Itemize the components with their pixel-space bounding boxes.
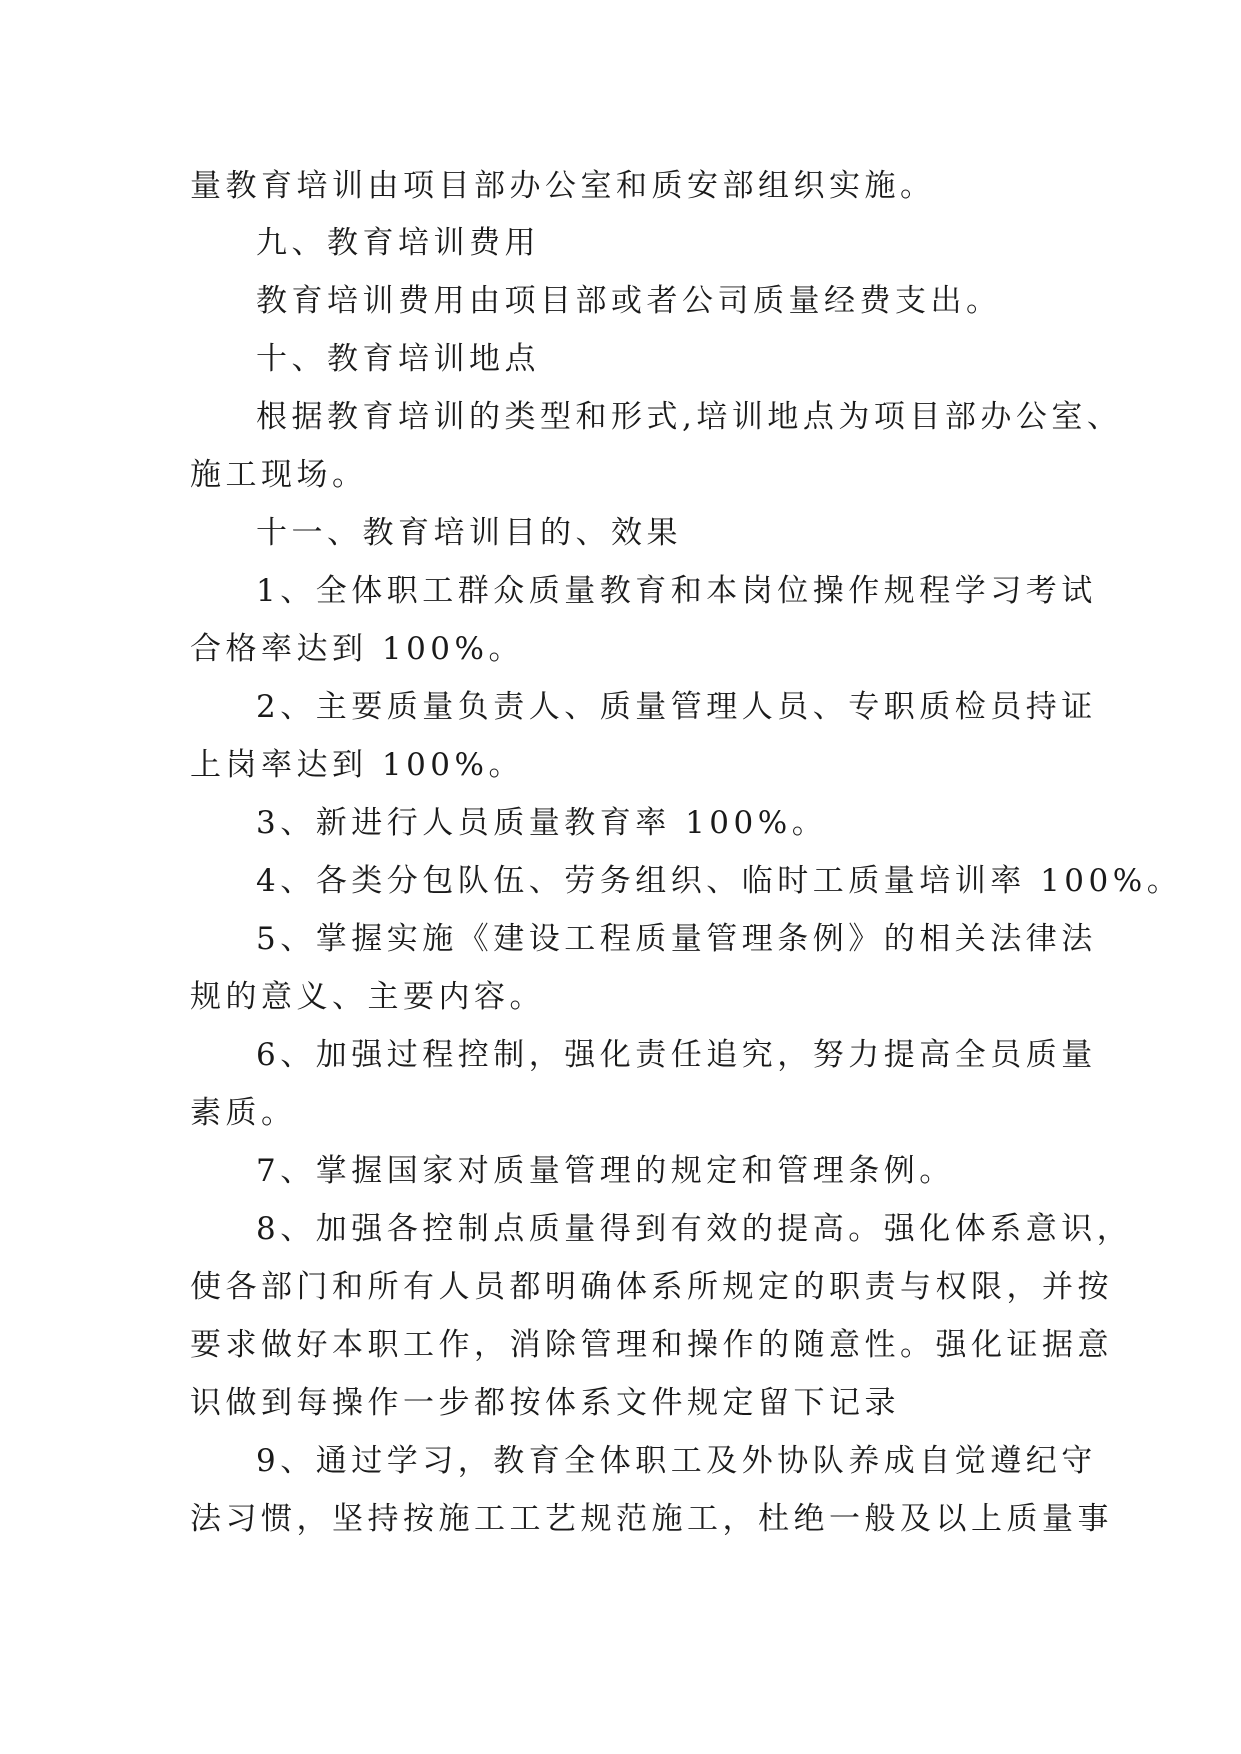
list-item-line: 7、掌握国家对质量管理的规定和管理条例。 — [256, 1153, 955, 1189]
list-item-line: 1、全体职工群众质量教育和本岗位操作规程学习考试 — [256, 573, 1097, 609]
paragraph-line: 教育培训费用由项目部或者公司质量经费支出。 — [256, 283, 1002, 319]
list-item-line: 识做到每操作一步都按体系文件规定留下记录 — [190, 1385, 900, 1421]
list-item-line: 6、加强过程控制，强化责任追究，努力提高全员质量 — [256, 1037, 1097, 1073]
list-item-line: 要求做好本职工作，消除管理和操作的随意性。强化证据意 — [190, 1327, 1113, 1363]
list-item-line: 合格率达到 100%。 — [190, 631, 524, 667]
list-item-line: 法习惯，坚持按施工工艺规范施工，杜绝一般及以上质量事 — [190, 1501, 1113, 1537]
paragraph-line: 根据教育培训的类型和形式,培训地点为项目部办公室、 — [256, 399, 1123, 435]
list-item-line: 上岗率达到 100%。 — [190, 747, 524, 783]
list-item-line: 8、加强各控制点质量得到有效的提高。强化体系意识， — [256, 1211, 1133, 1247]
list-item-line: 素质。 — [190, 1095, 297, 1131]
section-heading: 十、教育培训地点 — [256, 341, 540, 377]
section-heading: 十一、教育培训目的、效果 — [256, 515, 682, 551]
list-item-line: 4、各类分包队伍、劳务组织、临时工质量培训率 100%。 — [256, 863, 1183, 899]
list-item-line: 使各部门和所有人员都明确体系所规定的职责与权限，并按 — [190, 1269, 1113, 1305]
list-item-line: 2、主要质量负责人、质量管理人员、专职质检员持证 — [256, 689, 1097, 725]
text-line: 量教育培训由项目部办公室和质安部组织实施。 — [190, 168, 936, 204]
list-item-line: 9、通过学习，教育全体职工及外协队养成自觉遵纪守 — [256, 1443, 1097, 1479]
section-heading: 九、教育培训费用 — [256, 225, 540, 261]
list-item-line: 规的意义、主要内容。 — [190, 979, 545, 1015]
list-item-line: 3、新进行人员质量教育率 100%。 — [256, 805, 828, 841]
list-item-line: 5、掌握实施《建设工程质量管理条例》的相关法律法 — [256, 921, 1097, 957]
paragraph-line: 施工现场。 — [190, 457, 368, 493]
